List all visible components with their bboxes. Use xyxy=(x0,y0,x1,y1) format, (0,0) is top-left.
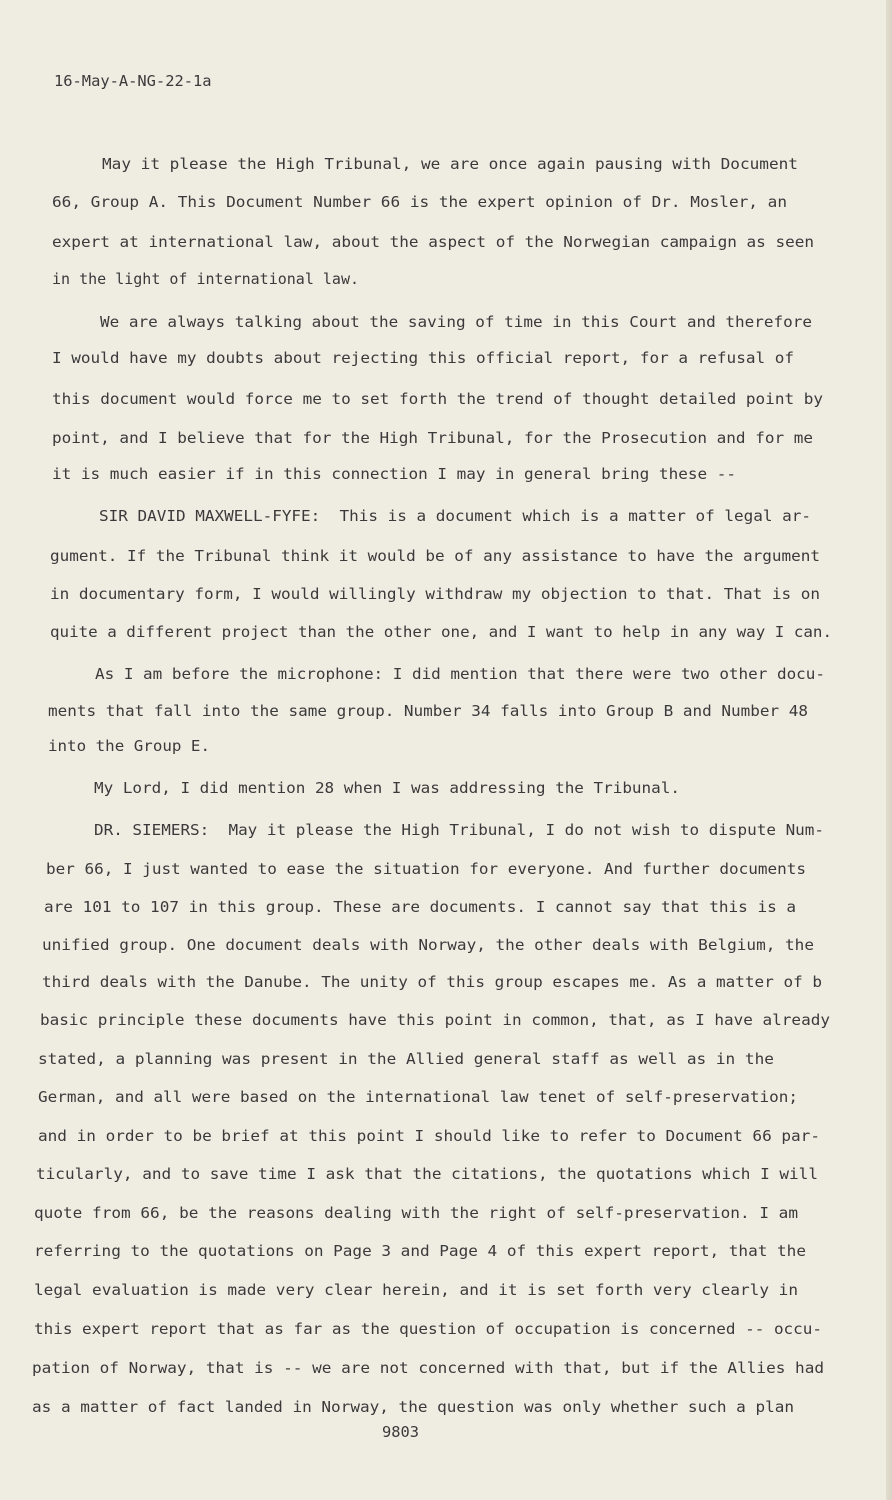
text-line: in the light of international law. xyxy=(52,270,360,288)
text-line: third deals with the Danube. The unity of this group escapes me. As a matter of b xyxy=(42,973,822,991)
text-line: My Lord, I did mention 28 when I was addressing the Tribunal. xyxy=(94,779,680,797)
speaker-line: DR. SIEMERS: May it please the High Tribunal, I do not wish to dispute Num- xyxy=(94,821,824,839)
text-line: basic principle these documents have this point in common, that, as I have already xyxy=(40,1011,830,1029)
text-line: this document would force me to set forth the trend of thought detailed point by xyxy=(52,390,824,408)
text-line: legal evaluation is made very clear herein, and it is set forth very clearly in xyxy=(34,1281,799,1299)
text-line: pation of Norway, that is -- we are not concerned with that, but if the Allies had xyxy=(32,1359,825,1377)
text-line: We are always talking about the saving of time in this Court and therefore xyxy=(100,313,813,331)
text-line: quote from 66, be the reasons dealing with the right of self-preservation. I am xyxy=(34,1204,799,1222)
text-line: quite a different project than the other one, and I want to help in any way I can. xyxy=(50,623,832,641)
text-line: in documentary form, I would willingly withdraw my objection to that. That is on xyxy=(50,585,820,603)
text-line: into the Group E. xyxy=(48,737,211,755)
text-line: are 101 to 107 in this group. These are documents. I cannot say that this is a xyxy=(44,898,797,916)
text-line: ber 66, I just wanted to ease the situation for everyone. And further documents xyxy=(46,860,806,878)
text-line: referring to the quotations on Page 3 and Page 4 of this expert report, that the xyxy=(34,1242,806,1260)
text-line: point, and I believe that for the High Tribunal, for the Prosecution and for me xyxy=(52,429,814,447)
text-line: as a matter of fact landed in Norway, the question was only whether such a plan xyxy=(32,1398,795,1416)
text-line: expert at international law, about the aspect of the Norwegian campaign as seen xyxy=(52,233,815,251)
text-line: gument. If the Tribunal think it would be of any assistance to have the argument xyxy=(50,547,820,565)
text-line: unified group. One document deals with Norway, the other deals with Belgium, the xyxy=(42,936,814,954)
text-line: ments that fall into the same group. Number 34 falls into Group B and Number 48 xyxy=(48,702,808,720)
text-line: this expert report that as far as the question of occupation is concerned -- occu- xyxy=(34,1320,823,1338)
text-line: I would have my doubts about rejecting this official report, for a refusal of xyxy=(52,349,795,367)
text-line: ticularly, and to save time I ask that the citations, the quotations which I will xyxy=(36,1165,818,1183)
text-line: it is much easier if in this connection I may in general bring these -- xyxy=(52,465,737,483)
text-line: German, and all were based on the international law tenet of self-preservation; xyxy=(38,1088,798,1106)
text-line: May it please the High Tribunal, we are once again pausing with Document xyxy=(102,155,798,173)
text-line: 66, Group A. This Document Number 66 is the expert opinion of Dr. Mosler, an xyxy=(52,193,787,211)
text-line: stated, a planning was present in the Allied general staff as well as in the xyxy=(38,1050,774,1068)
page-number: 9803 xyxy=(382,1423,420,1441)
text-line: and in order to be brief at this point I should like to refer to Document 66 par- xyxy=(38,1127,820,1145)
document-reference: 16-May-A-NG-22-1a xyxy=(54,72,212,90)
text-line: As I am before the microphone: I did mention that there were two other docu- xyxy=(95,665,825,683)
page-edge-shadow xyxy=(886,0,892,1500)
speaker-line: SIR DAVID MAXWELL-FYFE: This is a document which is a matter of legal ar- xyxy=(99,507,812,525)
